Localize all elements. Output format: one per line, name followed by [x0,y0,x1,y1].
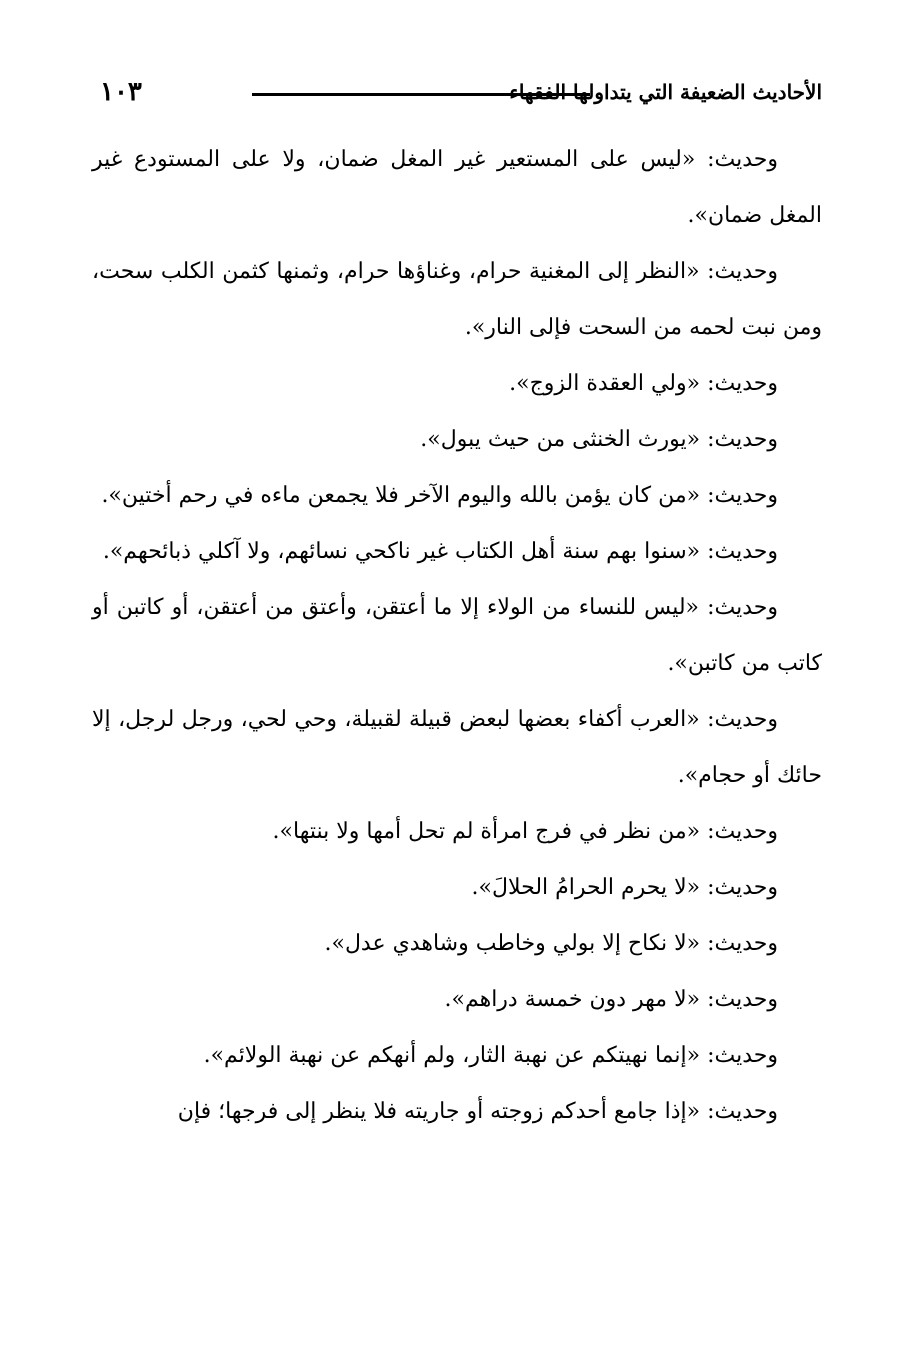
hadith-paragraph: وحديث: «ليس للنساء من الولاء إلا ما أعتقن، وأعتق من أعتقن، أو كاتبن أو كاتب من كاتبن». [92,595,822,676]
hadith-paragraph: وحديث: «يورث الخنثى من حيث يبول». [420,427,778,452]
hadith-paragraph: وحديث: «من كان يؤمن بالله واليوم الآخر فلا يجمعن ماءه في رحم أختين». [101,483,778,508]
hadith-paragraph: وحديث: «إذا جامع أحدكم زوجته أو جاريته فلا ينظر إلى فرجها؛ فإن [177,1099,778,1124]
hadith-paragraph: وحديث: «العرب أكفاء بعضها لبعض قبيلة لقبيلة، وحي لحي، ورجل لرجل، إلا حائك أو حجام». [92,707,822,788]
hadith-paragraph: وحديث: «لا نكاح إلا بولي وخاطب وشاهدي عدل». [324,931,778,956]
hadith-paragraph: وحديث: «لا يحرم الحرامُ الحلالَ». [471,875,778,900]
page-header [100,70,822,114]
body-text [92,132,822,1140]
hadith-paragraph: وحديث: «من نظر في فرج امرأة لم تحل أمها ولا بنتها». [272,819,778,844]
hadith-paragraph: وحديث: «النظر إلى المغنية حرام، وغناؤها حرام، وثمنها كثمن الكلب سحت، ومن نبت لحمه من السحت فإلى النار». [92,259,822,340]
hadith-paragraph: وحديث: «إنما نهيتكم عن نهبة الثار، ولم أنهكم عن نهبة الولائم». [203,1043,778,1068]
hadith-paragraph: وحديث: «لا مهر دون خمسة دراهم». [444,987,778,1012]
hadith-paragraph: وحديث: «سنوا بهم سنة أهل الكتاب غير ناكحي نسائهم، ولا آكلي ذبائحهم». [102,539,778,564]
hadith-paragraph: وحديث: «ليس على المستعير غير المغل ضمان، ولا على المستودع غير المغل ضمان». [92,147,822,228]
running-title: الأحاديث الضعيفة التي يتداولها الفقهاء [509,80,822,104]
hadith-paragraph: وحديث: «ولي العقدة الزوج». [509,371,778,396]
page-number: ١٠٣ [100,77,142,107]
